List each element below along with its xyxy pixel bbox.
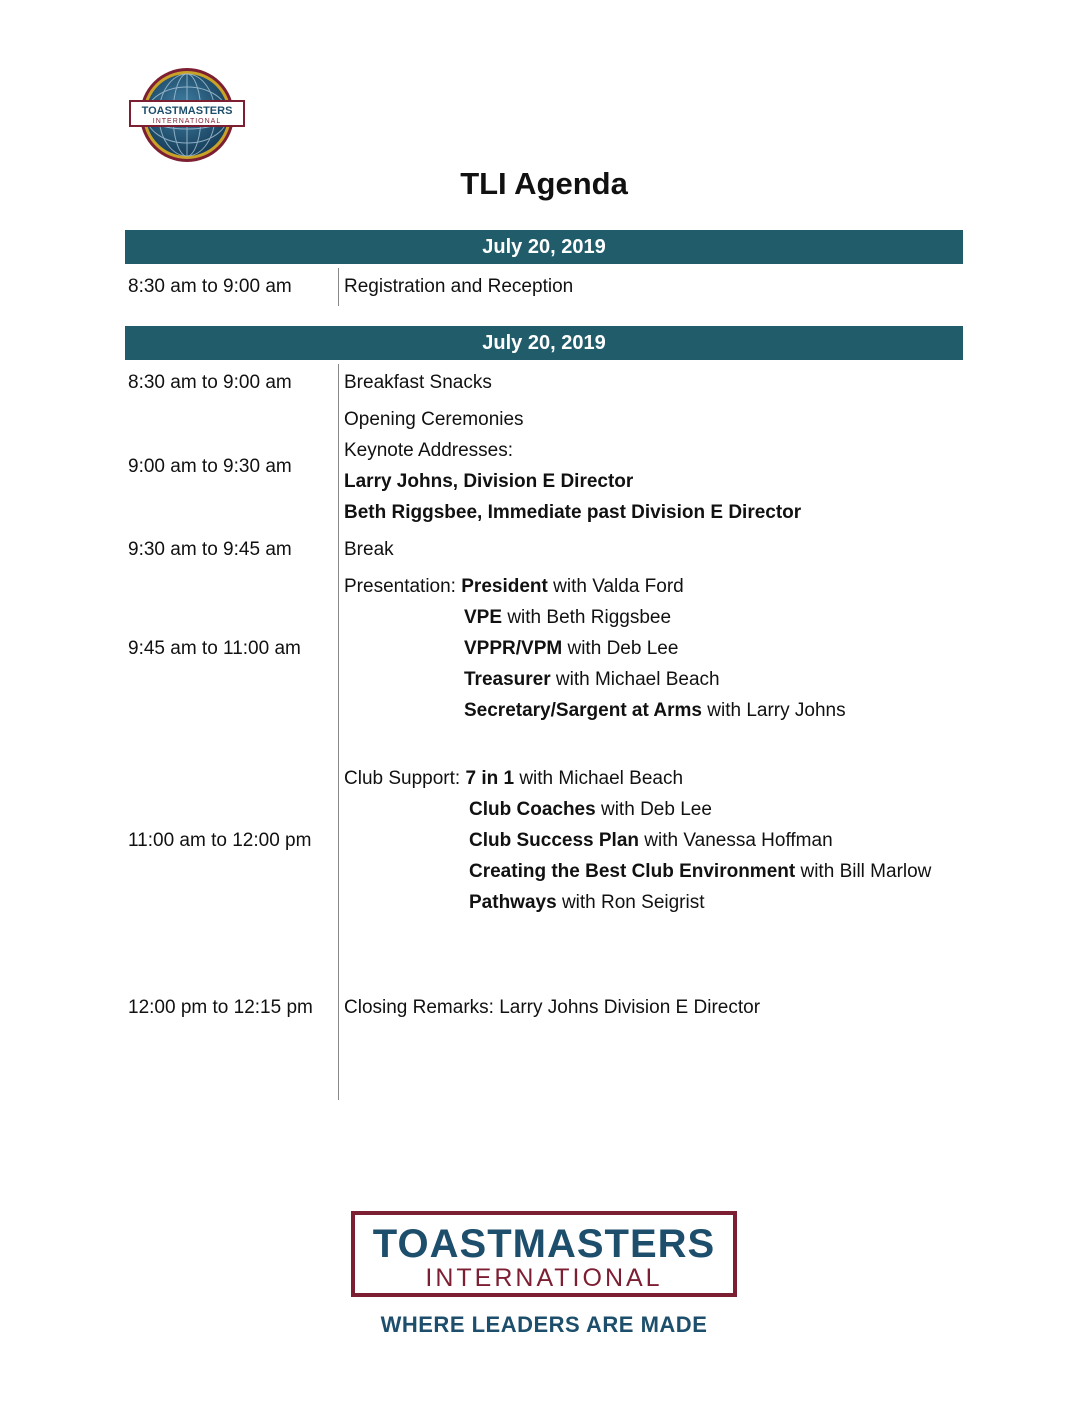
toastmasters-globe-logo <box>128 66 246 164</box>
joiner: with <box>507 607 542 628</box>
presenter: Deb Lee <box>606 638 679 659</box>
role: Treasurer <box>464 669 551 690</box>
club-support-item <box>469 799 712 821</box>
presenter: Valda Ford <box>592 576 684 597</box>
role: Club Success Plan <box>469 830 640 851</box>
joiner: with <box>561 892 596 913</box>
keynote-speaker: Larry Johns, Division E Director <box>344 471 634 492</box>
role: VPPR/VPM <box>464 638 563 659</box>
presentation-item <box>464 669 720 691</box>
activity: Closing Remarks: Larry Johns Division E Director <box>344 997 761 1018</box>
club-support-item <box>469 861 931 883</box>
joiner: with <box>567 638 602 659</box>
role: Pathways <box>469 892 557 913</box>
presenter: Beth Riggsbee <box>546 607 672 628</box>
presentation-item <box>464 700 846 722</box>
presenter: Larry Johns <box>746 700 846 721</box>
presentation-item <box>464 638 678 660</box>
time-slot: 9:45 am to 11:00 am <box>128 638 301 659</box>
section-date-header: July 20, 2019 <box>125 230 963 264</box>
activity: Breakfast Snacks <box>344 372 492 393</box>
joiner: with <box>644 830 679 851</box>
time-slot: 12:00 pm to 12:15 pm <box>128 997 313 1018</box>
toastmasters-wordmark-logo <box>351 1211 737 1297</box>
column-divider <box>338 364 339 1100</box>
activity: Keynote Addresses: <box>344 440 513 461</box>
presentation-item <box>464 607 671 629</box>
club-support-label: Club Support: <box>344 768 461 789</box>
joiner: with <box>553 576 587 597</box>
time-slot: 8:30 am to 9:00 am <box>128 276 292 297</box>
brand-sub: INTERNATIONAL <box>425 1264 663 1292</box>
role: Secretary/Sargent at Arms <box>464 700 702 721</box>
logo-sub-text: INTERNATIONAL <box>152 118 222 125</box>
logo-name-text: TOASTMASTERS <box>141 105 233 117</box>
keynote-speaker: Beth Riggsbee, Immediate past Division E Director <box>344 502 802 523</box>
club-support-item <box>469 830 833 852</box>
brand-name: TOASTMASTERS <box>372 1222 716 1266</box>
joiner: with <box>519 768 554 789</box>
presenter: Deb Lee <box>640 799 712 820</box>
activity: Opening Ceremonies <box>344 409 524 430</box>
time-slot: 9:00 am to 9:30 am <box>128 456 292 477</box>
joiner: with <box>707 700 742 721</box>
presenter: Bill Marlow <box>839 861 932 882</box>
club-support-item <box>469 892 705 914</box>
time-slot: 9:30 am to 9:45 am <box>128 539 292 560</box>
role: Club Coaches <box>469 799 596 820</box>
column-divider <box>338 268 339 306</box>
tagline: WHERE LEADERS ARE MADE <box>380 1312 708 1337</box>
activity: Registration and Reception <box>344 276 574 297</box>
presenter: Michael Beach <box>594 669 720 690</box>
role: President <box>461 576 548 597</box>
section-date-header: July 20, 2019 <box>125 326 963 360</box>
presentation-item <box>344 576 684 598</box>
club-support-item <box>344 768 683 790</box>
presenter: Ron Seigrist <box>601 892 705 913</box>
role: VPE <box>464 607 503 628</box>
activity: Break <box>344 539 394 560</box>
presenter: Michael Beach <box>558 768 684 789</box>
joiner: with <box>555 669 590 690</box>
presentation-label: Presentation: <box>344 576 456 597</box>
time-slot: 8:30 am to 9:00 am <box>128 372 292 393</box>
time-slot: 11:00 am to 12:00 pm <box>128 830 312 851</box>
presenter: Vanessa Hoffman <box>683 830 833 851</box>
role: Creating the Best Club Environment <box>469 861 796 882</box>
page-title: TLI Agenda <box>460 166 628 201</box>
joiner: with <box>600 799 635 820</box>
joiner: with <box>800 861 835 882</box>
role: 7 in 1 <box>465 768 515 789</box>
